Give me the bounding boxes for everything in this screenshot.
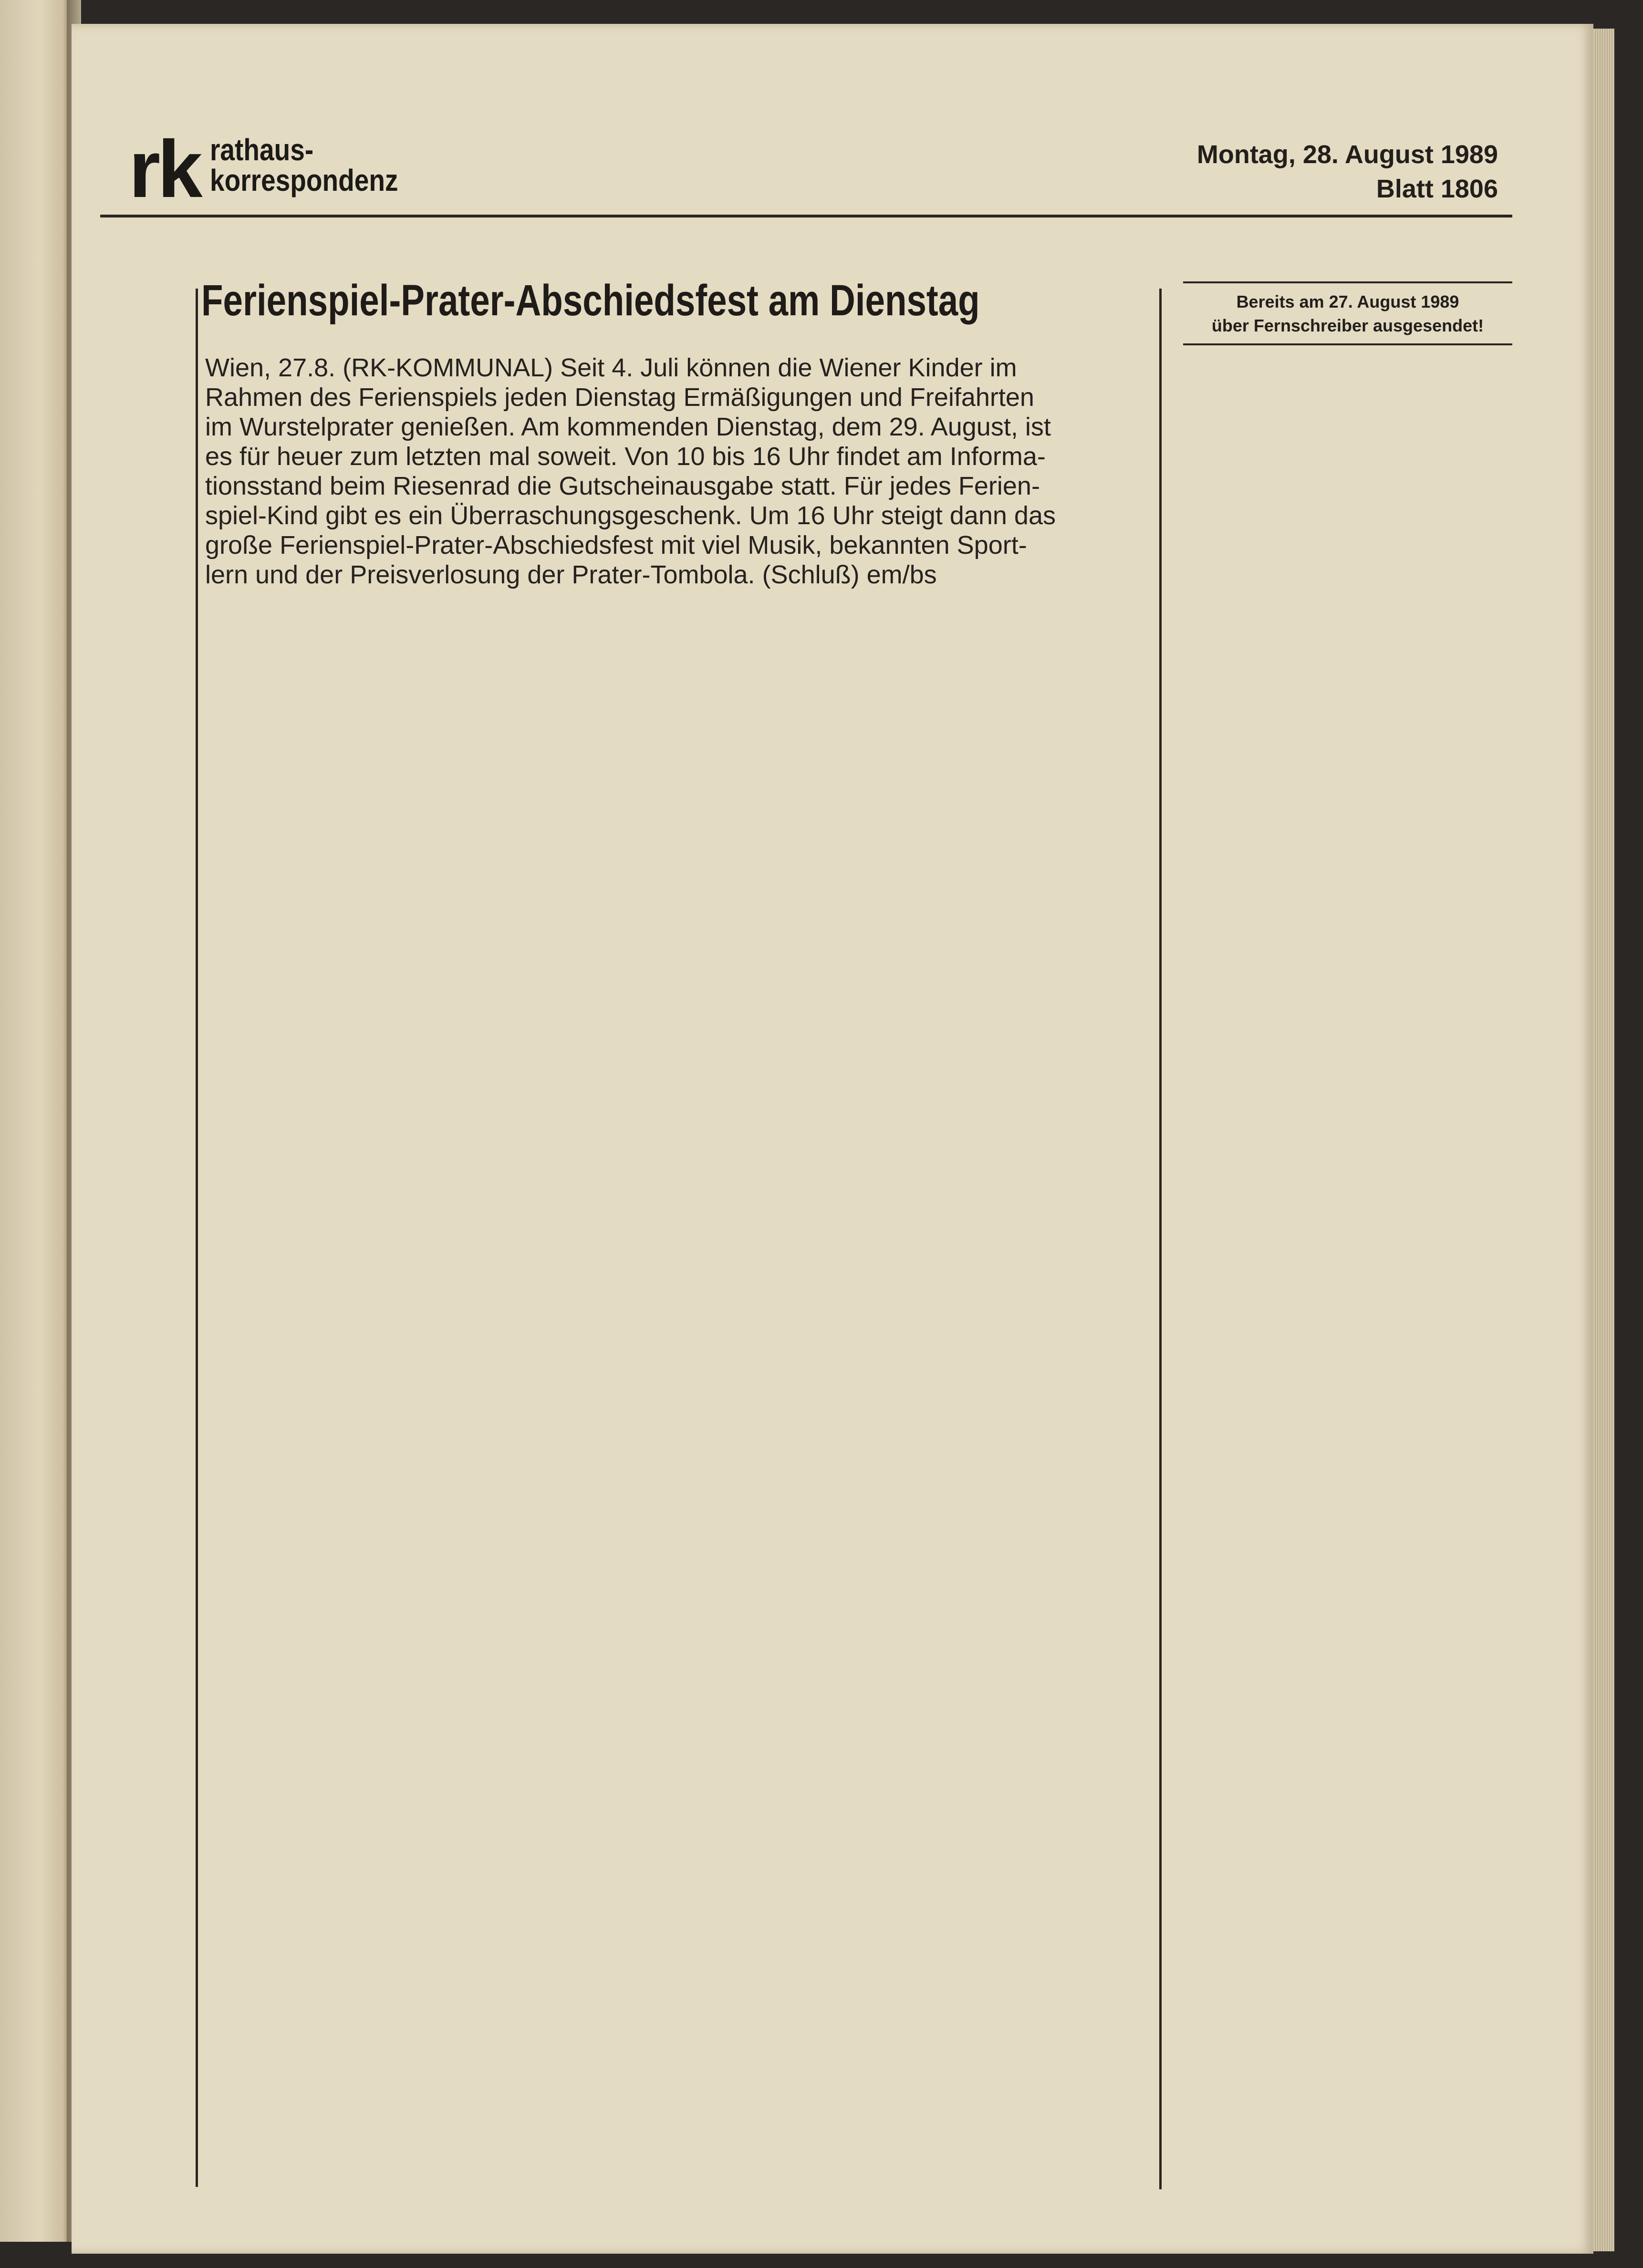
publication-date: Montag, 28. August 1989 — [1196, 140, 1498, 169]
logo-line-2: korrespondenz — [210, 163, 398, 197]
note-text — [1183, 283, 1512, 343]
note-rule-bottom — [1183, 343, 1512, 345]
body-line: große Ferienspiel-Prater-Abschiedsfest mit viel Musik, bekannten Sport- — [205, 531, 1027, 559]
body-line: Rahmen des Ferienspiels jeden Dienstag Ermäßigungen und Freifahrten — [205, 383, 1034, 412]
column-rule-right — [1159, 289, 1162, 2189]
previous-page-edge — [0, 0, 72, 2242]
document-page — [72, 24, 1593, 2254]
header-dateline — [1197, 137, 1498, 206]
note-line-1: Bereits am 27. August 1989 — [1236, 292, 1459, 311]
logo-wordmark — [210, 135, 398, 196]
body-line: lern und der Preisverlosung der Prater-Tombola. (Schluß) em/bs — [205, 560, 937, 589]
logo-mark: rk — [129, 124, 200, 215]
body-line: spiel-Kind gibt es ein Überraschungsgeschenk. Um 16 Uhr steigt dann das — [205, 501, 1056, 530]
column-rule-left — [196, 289, 198, 2187]
body-line: Wien, 27.8. (RK-KOMMUNAL) Seit 4. Juli können die Wiener Kinder im — [205, 353, 1017, 382]
body-line: es für heuer zum letzten mal soweit. Von 10 bis 16 Uhr findet am Informa- — [205, 442, 1046, 471]
article-headline: Ferienspiel-Prater-Abschiedsfest am Dienstag — [201, 276, 980, 325]
note-line-2: über Fernschreiber ausgesendet! — [1211, 316, 1484, 335]
article-body — [205, 353, 1150, 590]
header-divider — [100, 215, 1512, 217]
logo-line-1: rathaus- — [210, 133, 314, 167]
body-line: tionsstand beim Riesenrad die Gutscheinausgabe statt. Für jedes Ferien- — [205, 472, 1040, 500]
transmission-note — [1183, 281, 1512, 345]
page-header — [100, 114, 1536, 215]
body-line: im Wurstelprater genießen. Am kommenden Dienstag, dem 29. August, ist — [205, 413, 1051, 441]
page-stack-edge — [1593, 29, 1614, 2251]
sheet-number: Blatt 1806 — [1376, 175, 1498, 203]
